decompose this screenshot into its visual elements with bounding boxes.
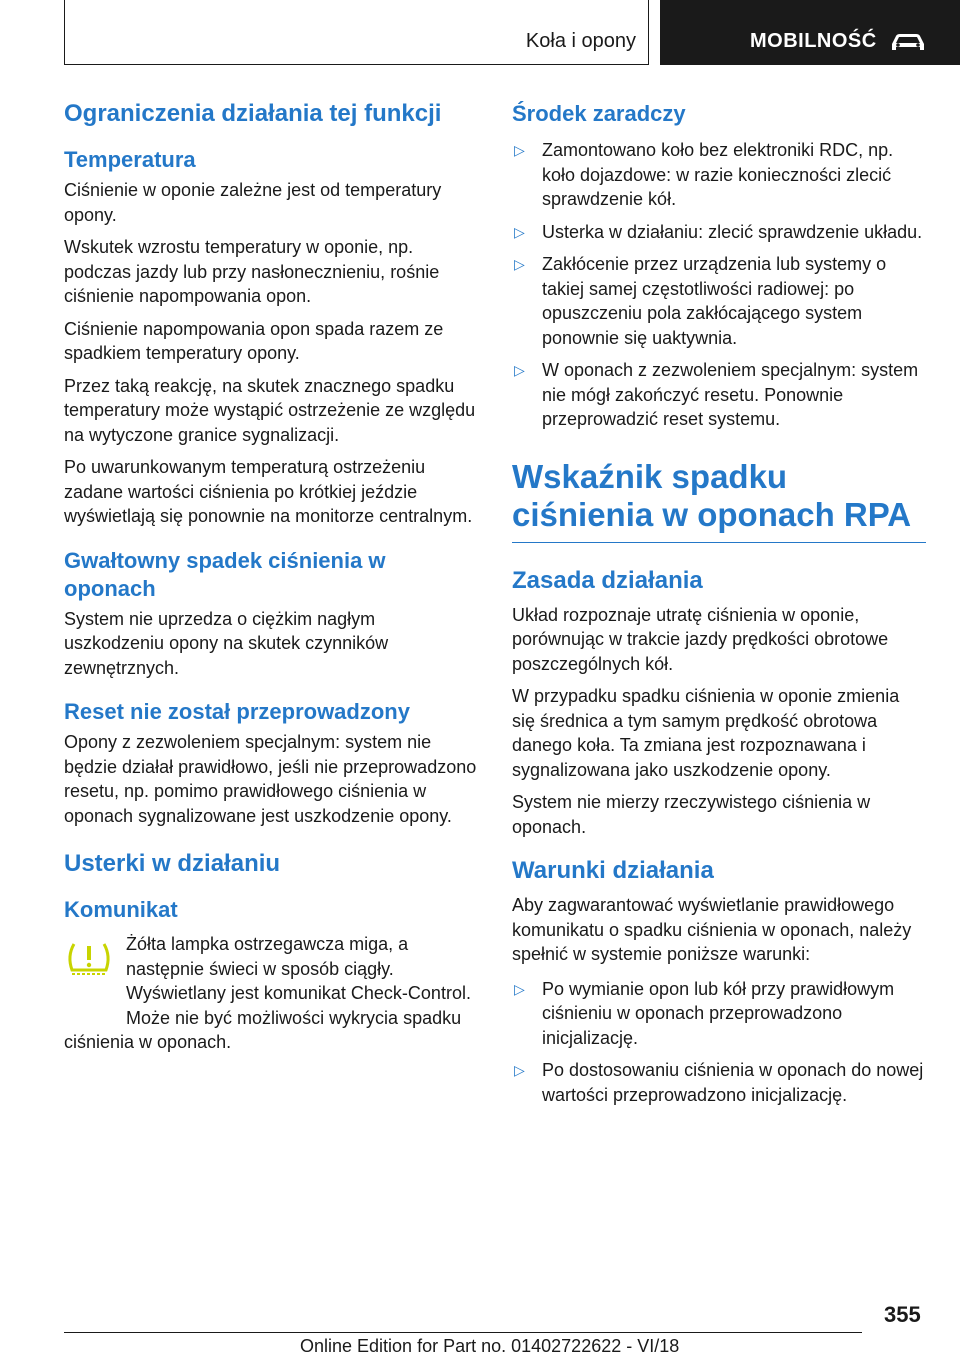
faults-heading: Usterki w działaniu [64,850,281,877]
bullet-triangle-icon: ▷ [514,142,525,158]
bullet-triangle-icon: ▷ [514,1062,525,1078]
section-tab [660,0,960,65]
bullet-triangle-icon: ▷ [514,223,525,240]
message-heading: Komunikat [64,897,178,922]
remedy-heading: Środek zaradczy [512,101,686,126]
conditions-heading: Warunki działania [512,857,714,884]
header-rule-mid [648,0,649,65]
pressure-drop-heading: Gwałtowny spadek ciśnienia w oponach [64,547,386,601]
left-column [64,100,478,1063]
conditions-paragraph: Aby zagwarantować wyświetlanie prawidłowego komunikatu o spadku ciśnienia w oponach, należy spełnić w systemie poniższe warunki: [512,895,912,964]
list-item: ▷ Usterka w działaniu: zlecić sprawdzenie układu. [512,220,926,245]
list-item: ▷ Zamontowano koło bez elektroniki RDC, np. koło dojazdowe: w razie konieczności zlecić sprawdzenie kół. [514,140,894,209]
principle-heading: Zasada działania [512,566,703,594]
list-item: ▷ Zakłócenie przez urządzenia lub systemy o takiej samej częstotliwości radiowej: po opuszczeniu pola zakłócającego system ponownie się uaktywnia. [514,254,887,348]
reset-heading: Reset nie został przeprowadzony [64,699,410,724]
footer-rule [64,1332,862,1333]
chapter-title: Koła i opony [525,30,636,52]
bullet-triangle-icon: ▷ [514,362,525,378]
reset-paragraph: Opony z zezwoleniem specjalnym: system nie będzie działał prawidłowo, jeśli nie przeprowadzono resetu, np. pomimo prawidłowego ciśnienia w oponach sygnalizowane jest uszkodzenie opony. [64,732,477,826]
principle-paragraph-1: Układ rozpoznaje utratę ciśnienia w oponie, porównując w trakcie jazdy prędkości obrotowe poszczególnych kół. [512,604,889,674]
tire-pressure-warning-icon [64,938,114,978]
header-rule-left [64,0,65,64]
temperature-paragraph-5: Po uwarunkowanym temperaturą ostrzeżeniu zadane wartości ciśnienia po krótkiej jeździe wyświetlają się ponownie na monitorze centralnym. [64,457,473,526]
list-item: ▷ Po dostosowaniu ciśnienia w oponach do nowej wartości przeprowadzono inicjalizację. [514,1060,924,1105]
bullet-triangle-icon: ▷ [514,980,525,997]
temperature-paragraph-2: Wskutek wzrostu temperatury w oponie, np. podczas jazdy lub przy nasłonecznieniu, rośnie ciśnienie napompowania opon. [64,237,440,306]
limits-heading: Ograniczenia działania tej funkcji [64,100,442,127]
edition-note: Online Edition for Part no. 01402722622 - VI/18 [300,1336,680,1356]
principle-paragraph-2: W przypadku spadku ciśnienia w oponie zmienia się średnica a tym samym prędkość obrotowa danego koła. Ta zmiana jest rozpoznawana i sygnalizowana jako uszkodzenie opony. [512,686,900,780]
temperature-paragraph-3: Ciśnienie napompowania opon spada razem ze spadkiem temperatury opony. [64,318,444,363]
temperature-paragraph-1: Ciśnienie w oponie zależne jest od temperatury opony. [64,180,442,225]
right-column [512,100,926,1115]
principle-paragraph-3: System nie mierzy rzeczywistego ciśnienia w oponach. [512,792,871,837]
message-block [64,932,478,1055]
conditions-list [512,977,926,1108]
temperature-paragraph-4: Przez taką reakcję, na skutek znacznego spadku temperatury może wystąpić ostrzeżenie ze względu na wytyczone granice sygnalizacji. [64,375,476,445]
remedy-list [512,138,926,432]
car-icon [888,30,928,54]
section-label: MOBILNOŚĆ [750,30,877,52]
pressure-drop-paragraph: System nie uprzedza o ciężkim nagłym uszkodzeniu opony na skutek czynników zewnętrznych. [64,608,389,678]
list-item: ▷ Po wymianie opon lub kół przy prawidłowym ciśnieniu w oponach przeprowadzono inicjalizację. [514,978,895,1048]
list-item: ▷ W oponach z zezwoleniem specjalnym: system nie mógł zakończyć resetu. Ponownie przeprowadzić reset systemu. [514,360,919,429]
bullet-triangle-icon: ▷ [514,256,525,272]
rpa-title: Wskaźnik spadku ciśnienia w oponach RPA [512,458,926,543]
message-paragraph: Żółta lampka ostrzegawcza miga, a następnie świeci w sposób ciągły. Wyświetlany jest komunikat Check-Control. Może nie być możliwości wykrycia spadku ciśnienia w oponach. [64,934,471,1052]
temperature-heading: Temperatura [64,147,196,172]
header-rule-bottom [64,64,648,65]
page-number: 355 [884,1302,921,1327]
